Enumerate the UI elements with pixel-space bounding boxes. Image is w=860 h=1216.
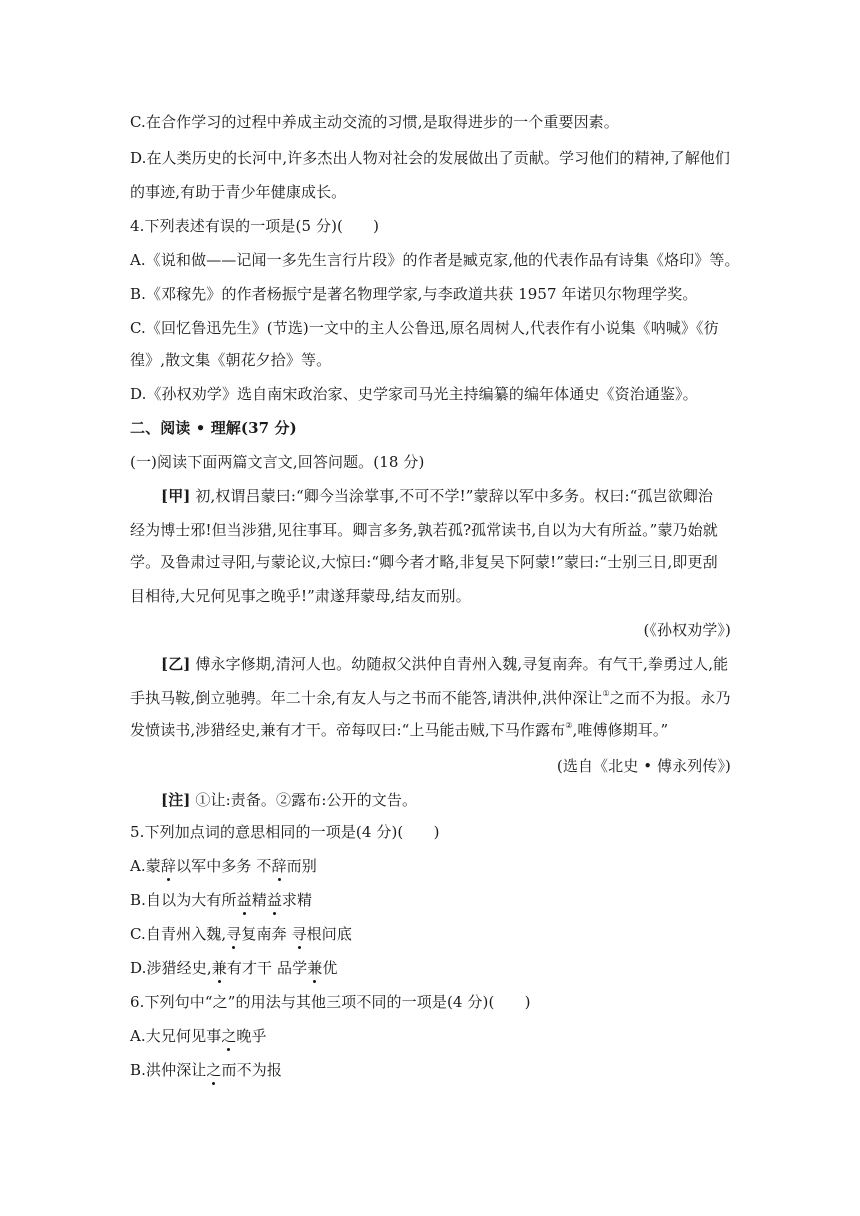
passage-jia-line3: 学。及鲁肃过寻阳,与蒙论议,大惊曰:“卿今者才略,非复吴下阿蒙!”蒙曰:“士别三日,即更刮 [130,553,718,571]
question-4-stem: 4.下列表述有误的一项是(5 分)( ) [130,217,380,235]
passage-jia-line4: 目相待,大兄何见事之晚乎!”肃遂拜蒙母,结友而别。 [130,587,471,605]
dotted-word: 寻 [291,925,307,943]
question-5-option-d: D.涉猎经史,兼有才干 品学兼优 [130,959,338,977]
passage-jia-tag: [甲] [161,487,191,505]
passage-yi-line2: 手执马鞍,倒立驰骋。年二十余,有友人与之书而不能答,请洪仲,洪仲深让①之而不为报。永乃 [130,689,731,707]
footnote-marker-2: ② [565,721,573,730]
question-6-stem: 6.下列句中“之”的用法与其他三项不同的一项是(4 分)( ) [130,993,531,1011]
question-4-option-d: D.《孙权劝学》选自南宋政治家、史学家司马光主持编纂的编年体通史《资治通鉴》。 [130,385,698,403]
question-3-option-d-line2: 的事迹,有助于青少年健康成长。 [130,183,347,201]
section-2-title: 二、阅读 • 理解(37 分) [130,419,297,437]
passage-jia-line2: 经为博士邪!但当涉猎,见往事耳。卿言多务,孰若孤?孤常读书,自以为大有所益。”蒙乃始就 [130,521,718,539]
question-3-option-c: C.在合作学习的过程中养成主动交流的习惯,是取得进步的一个重要因素。 [130,113,619,131]
question-4-option-c-line2: 徨》,散文集《朝花夕拾》等。 [130,351,332,369]
note-tag: [注] [161,791,191,809]
question-4-option-b: B.《邓稼先》的作者杨振宁是著名物理学家,与李政道共获 1957 年诺贝尔物理学奖。 [130,285,698,303]
question-5-option-a: A.蒙辞以军中多务 不辞而别 [130,857,317,875]
footnote-marker-1: ① [602,689,610,698]
section-2-instruction: (一)阅读下面两篇文言文,回答问题。(18 分) [130,453,425,471]
question-3-option-d-line1: D.在人类历史的长河中,许多杰出人物对社会的发展做出了贡献。学习他们的精神,了解他们 [130,149,730,167]
passage-yi-tag: [乙] [161,655,191,673]
dotted-word: 之 [221,1027,237,1045]
passage-jia-line1 [161,486,713,506]
dotted-word: 益 [266,891,282,909]
passage-jia-source: (《孙权劝学》) [643,621,731,639]
dotted-word: 之 [206,1061,222,1079]
question-5-option-b: B.自以为大有所益精益求精 [130,891,313,909]
dotted-word: 兼 [307,959,323,977]
note-text: ①让:责备。②露布:公开的文告。 [190,791,418,809]
question-5-stem: 5.下列加点词的意思相同的一项是(4 分)( ) [130,823,440,841]
question-6-option-b: B.洪仲深让之而不为报 [130,1061,282,1079]
question-6-option-a: A.大兄何见事之晚乎 [130,1027,267,1045]
dotted-word: 辞 [271,857,287,875]
passage-yi-line3: 发愤读书,涉猎经史,兼有才干。帝每叹曰:“上马能击贼,下马作露布②,唯傅修期耳。” [130,721,669,739]
passage-yi-source: (选自《北史 • 傅永列传》) [556,757,731,775]
question-4-option-a: A.《说和做——记闻一多先生言行片段》的作者是臧克家,他的代表作品有诗集《烙印》等。 [130,251,740,269]
dotted-word: 寻 [226,925,242,943]
question-5-option-c: C.自青州入魏,寻复南奔 寻根问底 [130,925,352,943]
annotation-note [161,790,417,810]
passage-jia-text: 初,权谓吕蒙曰:“卿今当涂掌事,不可不学!”蒙辞以军中多务。权曰:“孤岂欲卿治 [190,487,713,505]
passage-yi-line1 [161,654,728,674]
dotted-word: 益 [236,891,252,909]
dotted-word: 兼 [211,959,227,977]
question-4-option-c-line1: C.《回忆鲁迅先生》(节选)一文中的主人公鲁迅,原名周树人,代表作有小说集《呐喊》《彷 [130,319,719,337]
dotted-word: 辞 [160,857,177,875]
passage-yi-text: 傅永字修期,清河人也。幼随叔父洪仲自青州入魏,寻复南奔。有气干,拳勇过人,能 [190,655,729,673]
